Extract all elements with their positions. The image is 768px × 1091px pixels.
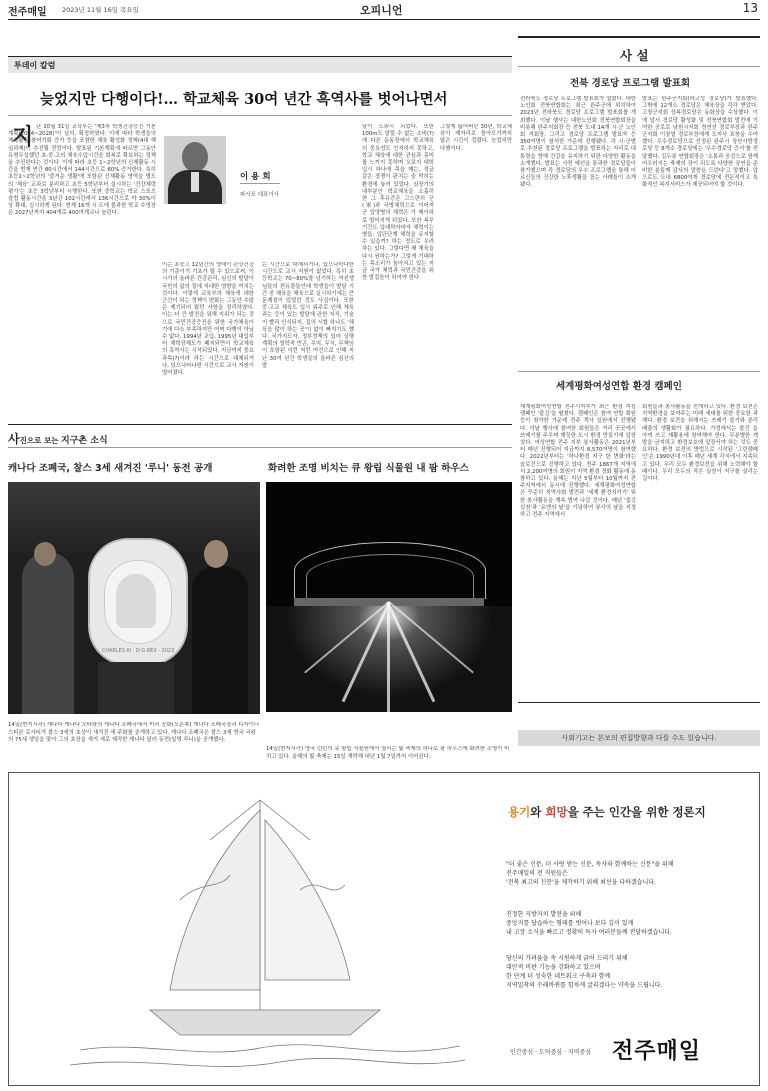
- photo2-caption: 14일(현지시각) 영국 런던의 큐 왕립 식물원에서 열리는 빛 축제의 하나로 팜 하우스에 화려한 조명이 비치고 있다. 올해의 빛 축제는 15일 개막해 내년 1월 7일까지 이어진다.: [266, 746, 510, 760]
- column-text-col1: 난 10월 31일 교육부는 '제3차 학생건강증진 기본계획(2024~2028)'이 심의, 확정하였다. 이에 따라 학생들의 체육활동 참여기회 증가 등을 포함한 체육 활성화 정책(4대 핵심과제)이 추진될 전망이다. 발표된 기본계획에 따르면 그동안 유명무실했던 초·중·고의 체육수업시간을 회복로 확보하는 정책을 추진한다는 것이다. 이에 따라 초등 1~2학년의 신체활동 시간을 현재 연간 80시간에서 144시간으로 80% 증가한다. 특히 초등1~2학년의 '즐거운 생활'에 포함된 신체활동 영역을 별도의 '체육' 교과로 분리하고 초등 5학년부터 실시하는 '건강체력평가'는 초등 3학년부터 시행한다. 또한 중학교는 학교 스포츠클럽 활동시간을 3년간 102시간에서 136시간으로 약 30%이상 확대, 실시하게 된다. 현재 16개 시·도에 불과한 학교 수영장은 2027년까지 404개로 400여개교나 늘린다.: [8, 124, 156, 217]
- section-name: 오피니언: [360, 4, 403, 17]
- column-text-col5: 그렇게 잃어버린 30년, 학교체육이 제자리로 돌아오기까지 많은 시간이 걸렸다. 늦었지만 다행이다.: [440, 124, 512, 152]
- column-tag: [8, 56, 512, 73]
- ad-headline-mid: 와: [530, 805, 546, 819]
- photo-section-subrule: [8, 447, 512, 448]
- masthead-rule: [8, 19, 760, 20]
- photo1-caption: 14일(현지시각) 캐나다 캐나다 오타와의 캐나다 조폐국에서 미리 공화(오른쪽) 캐나다 조폐국장과 디자이너 스티븐 로사티가 찰스 3세의 초상이 새겨진 새 주화를 공개하고 있다. 캐나다 조폐국은 찰스 3세 영국 국왕의 75세 생일을 맞아 그의 초상을 새겨 새로 제작한 캐나다 달러 동전(일명 루니)을 공개했다.: [8, 722, 260, 744]
- column-text-col2: 이는 초중고 12년간의 생애이 관상건강의 기준이기 기초가 될 수 있으로써, 이 시기의 올바른 건강관리, 심신의 발달이 국민의 삶의 질에 지대한 영향을 끼치는 것이다. 이렇게 교육부의 체육에 대한 근간이 되는 정책이 변화는 그동안 수많은 제기되어 왔던 사항을 정리하였다. 이는 더 큰 발전을 위해 지위가 되는 것으로 국민건강증진을 위한 국가체육이기에 다소 부족하지만 어찌 다행이 아닐 수 없다. 1994년 교입, 1995년 대입부터 체력장제도가 폐지되면서 학교체육의 흑역사는 시작되었다. 지금까지 중요과목(?)이라 하는 시간으로 대체되거나, 있으나마나한 시간으로 교사 지원이 떨어졌다.: [162, 262, 254, 377]
- notice-bar: [518, 730, 760, 746]
- author-name: 이 용 희: [240, 172, 271, 182]
- photo-section-title-accent: 지구촌 소식: [61, 436, 108, 446]
- editorial-title-rule: [518, 66, 760, 67]
- ad-headline-hope: 희망: [545, 805, 568, 819]
- editorial2-top-rule: [518, 371, 760, 372]
- photo-section-title-rest: 진으로 보는: [19, 436, 62, 445]
- photo-section-rule: [8, 424, 512, 425]
- ad-headline: [508, 804, 706, 820]
- editorial1-headline: 전북 경로당 프로그램 발표회: [570, 78, 691, 89]
- author-title: 파시포 대표이사: [240, 192, 279, 198]
- headline-rule: [8, 115, 512, 116]
- editorial-section-title: 사 설: [620, 48, 649, 63]
- editorial1-col1: 전라북도 경로당 프로그램 발표회가 열렸다. 대한노인회 전북연합회는 최근 완주군에 위치하여 2023년 전라북도 경로당 프로그램 발표회를 개최했다. 이날 행사는 대한노인회 전북연합회장을 비롯해 완주지회장 등 전북 도내 14개 시·군 노인회 지회장, 그리고 경로당 프로그램 발표자 등 350여명이 참석한 가운데 진행됐다. 각 시·군별로 추천된 경로당 프로그램을 발표하는 자리로 대통령을 향해 건강을 유지하기 위한 다양한 활동을 소개했다. 발표는 사전 예선을 통과한 경로당들이 참가했으며 각 경로당의 우수 프로그램을 통해 어르신들의 건강한 노후생활을 돕는 사례들이 소개됐다.: [520, 96, 636, 189]
- paper-name: 전주매일: [8, 7, 47, 18]
- photo1-title: 캐나다 조폐국, 찰스 3세 새겨진 '루니' 동전 공개: [8, 463, 213, 474]
- author-photo: [164, 136, 226, 204]
- notice-text: 사외기고는 본보의 편집방향과 다를 수도 있습니다.: [561, 734, 717, 742]
- author-rule: [240, 183, 280, 184]
- editorial1-col2: 발표는 완주군지회(하고성 경로당)가 발표했다. 그밖에 12개소 경로당은 체육상을 각각 받았다. 고창군지회 상복경로당은 동화상을 수상했다. 이에 앞서 경로당 활성화 및 전북연합회 발전에 기여한 공로로 남원시지회 정연선 경로부장과 완주군지회 이창열 경로부장에게 도지사 표창을 수여했다. 우수경로당으로 선정된 완주시 상산사랑경로당 등 8개소 경로당에는 '우수경로당 증서'를 전달했다. 김두봉 연합회장은 '소통과 공감으로 함께 어우러지는 축제의 장이 되도록 다양한 공연을 준비한 분들께 감사의 말씀을 드린다'고 말했다. 앞으로도 도내 6800여개 경로당에 전문적이고 특화적인 복지서비스가 제공되어야 할 것이다.: [642, 96, 758, 189]
- column-headline: 늦었지만 다행이다!… 학교체육 30여 년간 흑역사를 벗어나면서: [40, 91, 448, 108]
- sailboat-illustration: [60, 780, 470, 1080]
- ad-headline-rest: 을 주는 인간을 위한 정론지: [567, 805, 706, 819]
- issue-date: 2023년 11월 16일 목요일: [62, 6, 139, 14]
- coin-inscription: CHARLES III · D·G·REX · 2023: [101, 648, 175, 654]
- page-number: 13: [742, 1, 758, 15]
- ad-para1: "더 좋은 신문, 더 사랑 받는 신문, 독자와 함께하는 신문"을 위해 전주매일의 전 직원들은 '전북 최고의 신문'을 제작하기 위해 최선을 다하겠습니다.: [506, 861, 674, 886]
- photo-section-title: [8, 428, 512, 446]
- ad-slogan: 인간중심 · 도덕중심 · 지역중심: [510, 1049, 591, 1056]
- masthead: [8, 0, 760, 18]
- photo2-title: 화려한 조명 비치는 큐 왕립 식물원 내 팜 하우스: [268, 463, 469, 474]
- ad-para2: 진정한 지방자치 발전을 위해 중앙지를 답습하는 형태를 벗어나 보다 깊이 있게 내 고장 소식을 빠르고 정확히 독자 여러분들께 전달하겠습니다.: [506, 911, 672, 936]
- ad-headline-courage: 용기: [508, 805, 531, 819]
- photo1-image: [8, 482, 260, 714]
- drop-cap: 지: [12, 124, 34, 150]
- editorial2-headline: 세계평화여성연합 환경 캠페인: [556, 381, 682, 392]
- column-text-col4: 달이 도외시 되었다. 또한 100m도 달릴 수 없는 소비(?)에 다른 운동장에서 학교체육의 중요성도 인지하지 못하고, 학교 체육에 대한 관심과 흥미를 느끼지 못하며 오로지 대학입시 하나에 목을 매는, 정글 같은 경쟁이 판치는 숨 막히는 환경에 놓여 있었다. 심장기의 대부분인 학교체육을 소홀히 한 그 후유증은 고스란히 군(軍)과 국방체력으로 이어져 군 입영병의 체력은 가 매이하로 떨어지게 되었다. 또한 복무기간도 입대하자마자 체력이는 병들, 입단단계 체력을 유지할 수 있을까? 하는 정도로 우려하는 있다. 그렇다면 왜 체육을 다시 원하는가? 그렇게 기대하는 목소리가 높아지고 있는 지금 국가 체력과 국민건강을 위한 발걸음이 되어야 한다.: [362, 124, 434, 282]
- column-tag-label: 투데이 칼럼: [14, 61, 56, 70]
- photo2-image: [266, 482, 512, 712]
- editorial2-col2: 회원들과 봉사활동을 전개하고 있다. 환경 보전은 지역환경을 보여주는 미래 세대를 위한 중요한 과제다. 환경 보전을 위해서는 쓰레기 줍기와 분리 배출의 생활화가 필요하다. 가정에서는 물건 을 아껴 쓰고 재활용에 참여해야 한다. 무분별한 개발을 금지하고 환경보호에 앞장서야 하는 것도 중요하다. 환경 보전의 방법으로 시작된 '그린캠페인'은 1990년대 이후 매년 세계 각지에서 지속되고 있다. 우리 모두 환경보전을 위해 노력해야 할 때이다. 우리 모두의 작은 실천이 지구를 살리는 길이다.: [642, 404, 758, 483]
- editorial2-col1: 세계평화여성연합 전주시지부가 최근 환경 지킴 캠페인 '줍깅'을 펼쳤다. 캠페인은 참여 연합 회원 등이 참가한 가운데 전주 객사 일원에서 진행됐다. 이날 행사에 참여한 회원들은 거리 곳곳에서 쓰레기를 주우며 깨끗한 도시 환경 만들기에 앞장섰다. 여성연합 전주 지부 봉사활동은 2021년부터 매년 진행되어 지금까지 8,570여명이 참여했다. 2022년부터는 '하나환경 지구 한 변화'라는 슬로건으로 진행하고 있다. 전주 1867개 지역에서 2,200여명의 회원이 지역 환경 정화 활동에 동참하고 있다. 올해는 지난 5월부터 10월까지 전주지역에서 동시에 진행했다. 세계평화여성연합은 꾸준히 지역사회 발전과 '세계 환경지키기' 위한 봉사활동을 계속 벌여 나갈 것이다. 매년 '줍깅 실천'과 '유엔의 날'을 기념하여 봉사의 날을 지정하고 전주 지역에서: [520, 404, 636, 519]
- ad-para3: 당신의 가려움을 속 시원하게 긁어 드리기 위해 대안적 비판 기능을 강화하고 있으며 한 단계 더 성숙한 네트워크 구축과 함께 지역밀착의 수레바퀴를 힘차게 굴리겠다는 약속을 드립니다.: [506, 955, 663, 989]
- coin-image: [88, 538, 188, 666]
- photo-section-title-big: 사: [8, 432, 20, 446]
- column-text-col3: 는 시간으로 대체되거나, 있으나마나한 시간으로 교사 지원이 없었다. 특히 초등학교는 70~80%를 넘기하는 여선생님들의 전유물들인데 학생들이 발달 기간 중 체육을 체육으로 실시하기에는 큰 문제점이 있었던 것도 사실이다. 또한 중·고교 체육도 입시 위주로 인해 체육과는 등이 있는 발달에 관한 지식, 기술이 빨리 인식되지, 질의 시합 하나도 '체육을 많이 하는 곳'이 없이 빠지기도 했다. 국가지도자, 정부정책의 있어 실행계획의 철학적 빈곤, 무지, 무식, 무책임이 포함된 이런 저런 여건으로 인해 지난 30여 년간 학생들의 올바른 심신의 발: [262, 262, 354, 369]
- ad-logo: 전주매일: [612, 1039, 702, 1064]
